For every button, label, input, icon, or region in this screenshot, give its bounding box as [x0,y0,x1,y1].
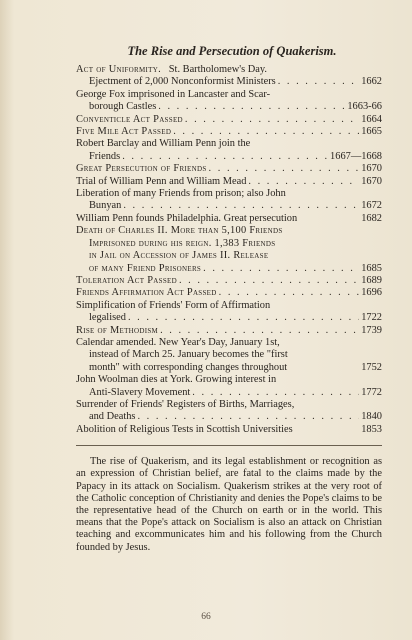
entry-text: Trial of William Penn and William Mead [76,175,247,187]
entry-line [76,411,382,423]
entry-text: Great Persecution of Friends [76,163,207,175]
entry-line [76,399,382,411]
dot-leader [278,76,360,88]
entry-line [76,176,382,188]
entry-line [76,337,382,349]
entry-year: 1689 [361,274,382,286]
dot-leader [185,114,359,126]
entry-text: Toleration Act Passed [76,274,177,286]
dot-leader [123,200,359,212]
chronology-entry [76,89,382,114]
dot-leader [158,101,345,113]
entry-year: 1840 [361,411,382,423]
entry-text: Bunyan [89,200,122,212]
entry-year: 1670 [361,175,382,187]
entry-line [76,138,382,150]
chronology-entry [76,176,382,188]
entry-line [76,349,382,361]
entry-line [76,387,382,399]
entry-text: Friends Affirmation Act Passed [76,287,217,299]
dot-leader [173,126,359,138]
chronology-entry [76,287,382,299]
chronology-entry [76,163,382,175]
chronology-entry [76,325,382,337]
chronology-entry [76,374,382,399]
chronology-entry [76,399,382,424]
dot-leader [248,176,359,188]
entry-text: Anti-Slavery Movement [89,386,191,398]
entry-line [76,238,382,250]
entry-line [76,325,382,337]
entry-year: 1662 [361,76,382,88]
dot-leader [137,411,359,423]
entry-text: Conventicle Act Passed [76,113,183,125]
entry-text: St. Bartholomew's Day. [160,64,267,75]
entry-text: borough Castles [89,101,157,113]
entry-year: 1672 [361,200,382,212]
page-number: 66 [201,612,211,622]
entry-text: Surrender of Friends' Registers of Births, Marriages, [76,398,295,410]
chronology-entry [76,188,382,213]
entry-text: George Fox imprisoned in Lancaster and Scar- [76,88,271,100]
entry-line [76,225,382,237]
entry-text: Friends [89,150,121,162]
entry-text: legalised [89,312,126,324]
chronology-list [76,64,382,436]
entry-text: Robert Barclay and William Penn join the [76,138,251,150]
dot-leader [179,275,359,287]
entry-year: 1670 [361,163,382,175]
chronology-entry [76,64,382,76]
page-title: The Rise and Persecution of Quakerism. [127,44,337,58]
dot-leader [160,325,359,337]
entry-year: 1722 [361,312,382,324]
entry-year: 1772 [361,386,382,398]
entry-year: 1853 [361,423,382,435]
commentary-paragraph: The rise of Quakerism, and its legal establishment or recognition as an expression of Christian belief, are fatal to the claims made by the Papacy in its attack on Socialism. Quakerism strikes at the very root of the Catholic conception of Christianity and denies the Pope's claims to be the representative head of the Church on earth or in the world. This means that the Pope's attack on Socialism is also an attack on Christian teaching and excommunicates him and his following from the Church founded by Jesus. [76,456,382,553]
entry-line [76,101,382,113]
entry-line [76,287,382,299]
entry-text: Ejectment of 2,000 Nonconformist Ministers [89,76,276,88]
entry-line [76,126,382,138]
dot-leader [219,287,360,299]
chronology-entry [76,337,382,374]
entry-line [76,312,382,324]
entry-year: 1667—1668 [330,150,382,162]
entry-text: Act of Uniformity. [76,64,161,75]
dot-leader [192,387,359,399]
entry-text: instead of March 25. January becomes the "first [89,349,288,361]
chronology-entry [76,76,382,88]
entry-text: Five Mile Act Passed [76,126,172,138]
entry-year: 1696 [361,287,382,299]
entry-text: month" with corresponding changes throughout [89,361,288,373]
entry-line [76,188,382,200]
entry-text: in Jail on Accession of James II. Release [89,250,269,262]
entry-line [76,424,382,436]
entry-text: Imprisoned during his reign. 1,383 Friends [89,237,276,249]
chronology-entry [76,424,382,436]
dot-leader [203,263,359,275]
entry-text: John Woolman dies at York. Growing interest in [76,374,277,386]
chronology-entry [76,126,382,138]
entry-text: and Deaths [89,411,136,423]
entry-text: Rise of Methodism [76,324,159,336]
entry-line [76,250,382,262]
entry-year: 1665 [361,126,382,138]
section-divider [76,445,382,446]
entry-text: Liberation of many Friends from prison; also John [76,188,286,200]
entry-text: Abolition of Religious Tests in Scottish Universities [76,423,293,435]
chronology-entry [76,213,382,225]
entry-year: 1739 [361,324,382,336]
entry-text: of many Friend Prisoners [89,262,202,274]
chronology-entry [76,138,382,163]
entry-line [76,362,382,374]
chronology-entry [76,300,382,325]
entry-line [76,89,382,101]
entry-line [76,151,382,163]
entry-year: 1664 [361,113,382,125]
entry-year: 1752 [361,361,382,373]
entry-line [76,200,382,212]
entry-text: William Penn founds Philadelphia. Great persecution [76,212,298,224]
entry-line [76,374,382,386]
chronology-entry [76,225,382,275]
entry-line [76,76,382,88]
entry-line [76,114,382,126]
entry-year: 1663-66 [347,101,382,113]
entry-year: 1685 [361,262,382,274]
entry-line [76,163,382,175]
entry-text: Simplification of Friends' Form of Affirmation [76,299,271,311]
entry-line [76,213,382,225]
entry-year: 1682 [361,212,382,224]
chronology-entry [76,114,382,126]
entry-line [76,275,382,287]
entry-text: Death of Charles II. More than 5,100 Friends [76,225,283,237]
entry-line [76,300,382,312]
dot-leader [209,163,360,175]
chronology-entry [76,275,382,287]
entry-text: Calendar amended. New Year's Day, January 1st, [76,336,280,348]
dot-leader [122,151,328,163]
dot-leader [128,312,359,324]
entry-line [76,263,382,275]
